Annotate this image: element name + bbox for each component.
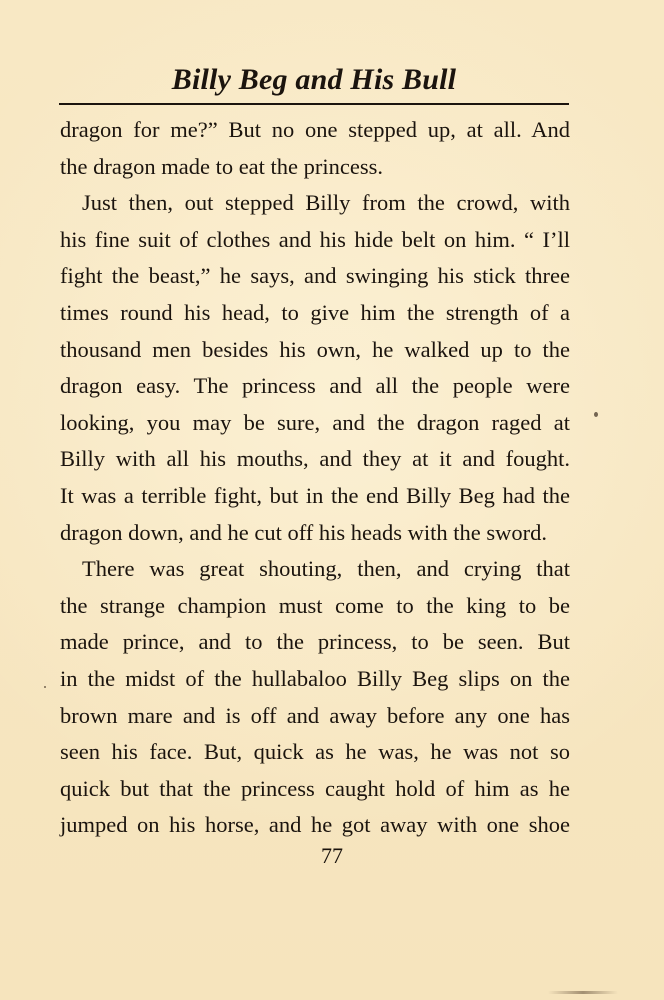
text-line: dragon easy. The princess and all the people were <box>60 373 570 399</box>
text-line: dragon for me?” But no one stepped up, at all. And <box>60 117 570 142</box>
paragraph-start-line: Just then, out stepped Billy from the crowd, with <box>82 190 570 216</box>
text-line: seen his face. But, quick as he was, he was not so <box>60 739 570 765</box>
page-header <box>59 56 569 108</box>
text-line: times round his head, to give him the strength of a <box>60 299 570 325</box>
print-speck <box>594 412 598 417</box>
text-line: jumped on his horse, and he got away with one shoe <box>60 812 570 838</box>
header-rule <box>59 103 569 105</box>
text-line: quick but that the princess caught hold of him as he <box>60 775 570 801</box>
text-line: the dragon made to eat the princess. <box>60 153 384 179</box>
text-line: Billy with all his mouths, and they at it and fought. <box>60 446 570 472</box>
body-text <box>60 112 570 844</box>
text-line: his fine suit of clothes and his hide belt on him. “ I’ll <box>60 226 570 252</box>
text-line: in the midst of the hullabaloo Billy Beg slips on the <box>60 665 570 691</box>
paragraph-start-line: There was great shouting, then, and crying that <box>82 556 570 582</box>
text-line: brown mare and is off and away before any one has <box>60 702 570 728</box>
text-line: the strange champion must come to the king to be <box>60 592 570 618</box>
text-line: looking, you may be sure, and the dragon raged at <box>60 409 570 435</box>
text-line: fight the beast,” he says, and swinging his stick three <box>60 263 570 289</box>
text-line: thousand men besides his own, he walked up to the <box>60 336 570 362</box>
text-line: It was a terrible fight, but in the end Billy Beg had the <box>60 482 570 508</box>
running-head-title: Billy Beg and His Bull <box>171 63 457 96</box>
text-line: dragon down, and he cut off his heads with the sword. <box>60 519 547 545</box>
page-number: 77 <box>321 843 343 868</box>
print-speck <box>44 686 46 688</box>
page-smudge <box>548 991 618 994</box>
text-line: made prince, and to the princess, to be seen. But <box>60 629 570 655</box>
